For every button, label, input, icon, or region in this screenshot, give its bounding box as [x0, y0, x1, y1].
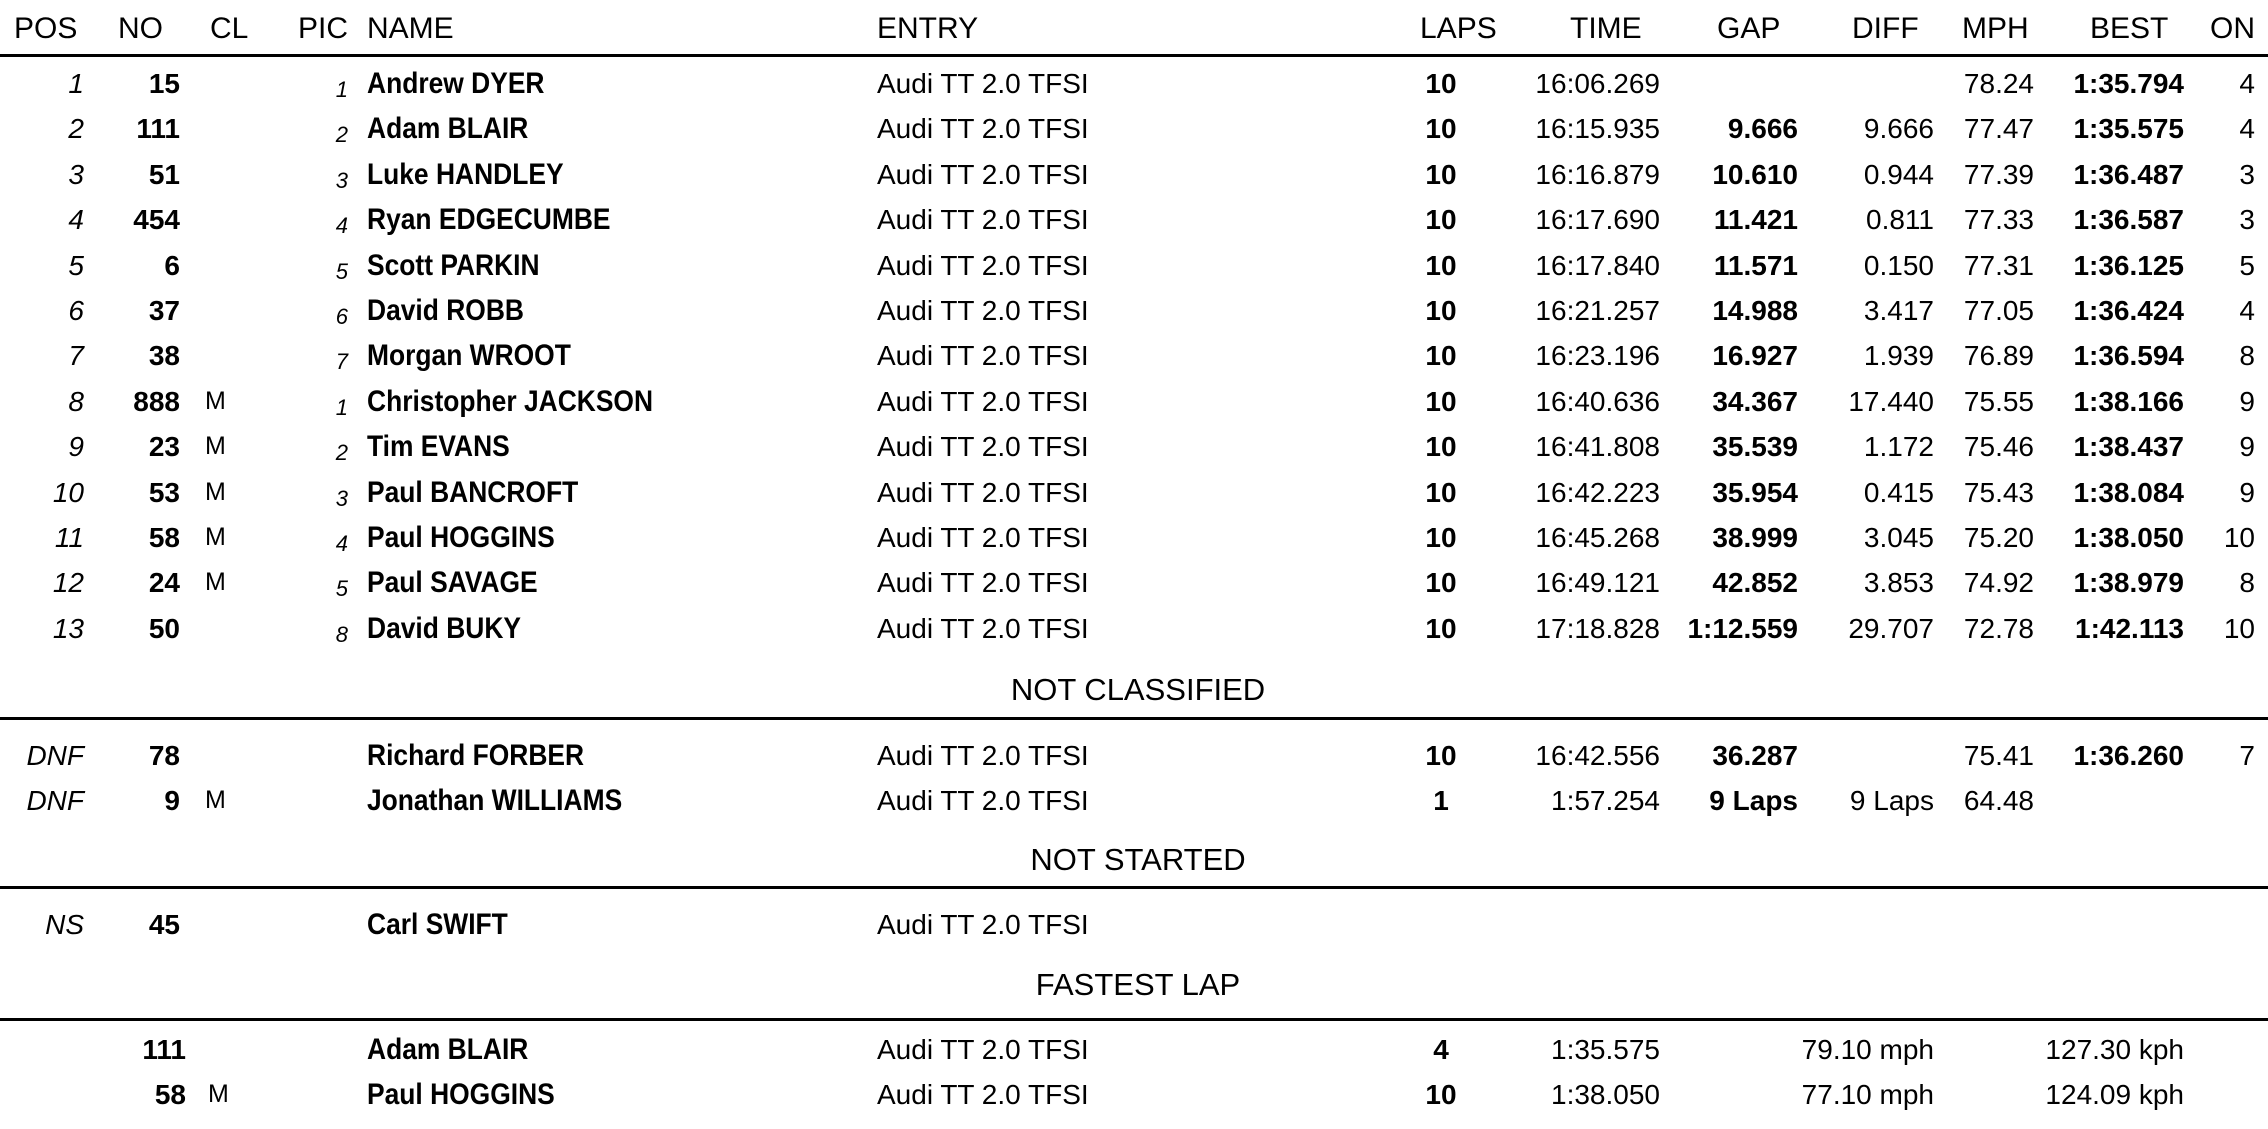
- car-number: 6: [164, 249, 180, 281]
- best-on-lap: 3: [2239, 158, 2255, 190]
- header-pic: PIC: [298, 12, 349, 45]
- entry-car: Audi TT 2.0 TFSI: [877, 340, 1089, 372]
- position: DNF: [26, 785, 84, 816]
- position-in-class: 1: [335, 77, 348, 102]
- mph: 76.89: [1963, 340, 2034, 372]
- speed-mph: 77.10 mph: [1801, 1079, 1934, 1110]
- section-title-fastest-lap: [0, 962, 2268, 1007]
- entry-car: Audi TT 2.0 TFSI: [877, 249, 1089, 281]
- laps: 10: [1425, 113, 1457, 145]
- diff: 3.045: [1863, 522, 1934, 553]
- laps: 10: [1425, 204, 1457, 236]
- entry-car: Audi TT 2.0 TFSI: [877, 522, 1089, 553]
- best-lap: 1:35.794: [2073, 68, 2184, 99]
- gap: 35.954: [1712, 476, 1798, 508]
- total-time: 16:42.556: [1535, 740, 1660, 771]
- car-number: 58: [154, 1079, 186, 1110]
- lap-number: 10: [1425, 1079, 1457, 1110]
- header-on: ON: [2210, 12, 2255, 45]
- header-name: NAME: [367, 12, 454, 45]
- result-row: [0, 106, 2268, 151]
- class-code: [208, 1027, 248, 1072]
- position-in-class: 1: [335, 394, 348, 420]
- position: 8: [68, 385, 84, 417]
- mph: 75.20: [1963, 522, 2034, 553]
- result-row: [0, 333, 2268, 378]
- total-time: 16:23.196: [1535, 340, 1660, 372]
- class-code: [205, 902, 265, 947]
- position: 11: [54, 522, 84, 553]
- class-code: [205, 197, 265, 242]
- fastest-lap-title: FASTEST LAP: [1035, 967, 1241, 1002]
- diff: 9 Laps: [1849, 785, 1934, 816]
- section-title-not-started: [0, 837, 2268, 882]
- result-row: [0, 243, 2268, 288]
- position: NS: [45, 909, 84, 940]
- lap-time: 1:35.575: [1551, 1034, 1660, 1065]
- driver-name: Paul HOGGINS: [367, 521, 555, 554]
- result-row: [0, 470, 2268, 515]
- driver-name: Adam BLAIR: [367, 112, 529, 146]
- car-number: 45: [148, 909, 180, 940]
- driver-name: Andrew DYER: [367, 67, 545, 100]
- driver-name: Morgan WROOT: [367, 339, 571, 373]
- class-code: [205, 606, 265, 651]
- best-on-lap: 9: [2239, 385, 2255, 417]
- car-number: 111: [136, 113, 180, 145]
- car-number: 111: [142, 1034, 186, 1065]
- header-entry: ENTRY: [877, 12, 979, 45]
- class-code: M: [205, 386, 226, 415]
- best-on-lap: 8: [2239, 567, 2255, 599]
- position: DNF: [26, 740, 84, 771]
- gap: 11.571: [1713, 249, 1798, 281]
- car-number: 888: [133, 385, 180, 417]
- driver-name: Christopher JACKSON: [367, 384, 654, 418]
- mph: 72.78: [1963, 612, 2034, 644]
- entry-car: Audi TT 2.0 TFSI: [877, 567, 1089, 599]
- laps: 10: [1425, 340, 1457, 372]
- best-on-lap: 4: [2239, 113, 2255, 145]
- best-lap: 1:38.437: [2073, 431, 2184, 463]
- laps: 10: [1425, 567, 1457, 599]
- mph: 75.43: [1963, 476, 2034, 508]
- result-row: [0, 778, 2268, 823]
- best-lap: 1:36.260: [2073, 740, 2184, 771]
- mph: 77.05: [1963, 295, 2034, 326]
- best-on-lap: 3: [2239, 204, 2255, 236]
- position-in-class: 3: [335, 167, 348, 193]
- diff: 3.417: [1863, 295, 1934, 326]
- driver-name: Luke HANDLEY: [367, 157, 564, 191]
- mph: 75.46: [1963, 431, 2034, 463]
- lap-time: 1:38.050: [1551, 1079, 1660, 1110]
- result-row: [0, 733, 2268, 778]
- driver-name: Carl SWIFT: [367, 908, 508, 941]
- entry-car: Audi TT 2.0 TFSI: [877, 740, 1089, 771]
- fastest-lap-row: [0, 1072, 2268, 1117]
- car-number: 37: [148, 295, 180, 326]
- car-number: 78: [148, 740, 180, 771]
- class-code: M: [205, 477, 226, 506]
- driver-name: David ROBB: [367, 294, 524, 327]
- header-diff: DIFF: [1852, 12, 1919, 45]
- entry-car: Audi TT 2.0 TFSI: [877, 909, 1089, 940]
- car-number: 454: [133, 204, 180, 236]
- best-lap: 1:38.166: [2073, 385, 2184, 417]
- lap-number: 4: [1433, 1034, 1449, 1065]
- position: 6: [68, 295, 84, 326]
- best-lap: 1:36.594: [2073, 340, 2184, 372]
- diff: 0.415: [1863, 476, 1934, 508]
- mph: 74.92: [1963, 567, 2034, 599]
- fastest-lap-rule: [0, 1018, 2268, 1021]
- results-header: [0, 6, 2268, 51]
- mph: 64.48: [1963, 785, 2034, 816]
- not-started-rule: [0, 886, 2268, 889]
- section-title-not-classified: [0, 667, 2268, 712]
- diff: 17.440: [1848, 385, 1934, 417]
- car-number: 51: [148, 158, 180, 190]
- diff: 29.707: [1848, 612, 1934, 644]
- class-code: M: [205, 568, 226, 597]
- best-on-lap: 4: [2239, 295, 2255, 326]
- class-code: [205, 333, 265, 378]
- driver-name: Tim EVANS: [367, 430, 510, 464]
- car-number: 23: [148, 431, 180, 463]
- car-number: 24: [148, 567, 180, 599]
- laps: 10: [1425, 476, 1457, 508]
- driver-name: Richard FORBER: [367, 739, 585, 772]
- gap: [1660, 902, 1798, 947]
- best-lap: 1:38.084: [2073, 476, 2184, 508]
- not-classified-rule: [0, 717, 2268, 720]
- position-in-class: 4: [335, 213, 348, 239]
- best-on-lap: 5: [2239, 249, 2255, 281]
- result-row: [0, 197, 2268, 242]
- best-lap: 1:36.125: [2073, 249, 2184, 281]
- class-code: M: [205, 786, 226, 814]
- gap: 9.666: [1727, 113, 1798, 145]
- mph: 75.41: [1963, 740, 2034, 771]
- not-classified-title: NOT CLASSIFIED: [1010, 672, 1266, 707]
- laps: 10: [1425, 158, 1457, 190]
- class-code: [205, 152, 265, 197]
- diff: 9.666: [1863, 113, 1934, 145]
- result-row: [0, 606, 2268, 651]
- mph: 77.31: [1963, 249, 2034, 281]
- diff: 1.939: [1863, 340, 1934, 372]
- laps: [1400, 902, 1482, 947]
- result-row: [0, 379, 2268, 424]
- mph: [1950, 902, 2034, 947]
- speed-kph: 127.30 kph: [2045, 1034, 2184, 1065]
- class-code: [205, 243, 265, 288]
- driver-name: Ryan EDGECUMBE: [367, 203, 611, 237]
- header-pos: POS: [14, 12, 78, 45]
- diff: 0.811: [1866, 204, 1934, 236]
- best-on-lap: [2200, 778, 2255, 823]
- driver-name: David BUKY: [367, 611, 522, 645]
- entry-car: Audi TT 2.0 TFSI: [877, 68, 1089, 99]
- result-row: [0, 152, 2268, 197]
- best-lap: 1:36.587: [2073, 204, 2184, 236]
- header-mph: MPH: [1962, 12, 2029, 45]
- laps: 10: [1425, 385, 1457, 417]
- result-row: [0, 424, 2268, 469]
- laps: 10: [1425, 740, 1457, 771]
- position-in-class: 4: [335, 531, 348, 556]
- class-code: [205, 288, 265, 333]
- entry-car: Audi TT 2.0 TFSI: [877, 204, 1089, 236]
- entry-car: Audi TT 2.0 TFSI: [877, 1079, 1089, 1110]
- gap: 9 Laps: [1709, 785, 1798, 816]
- car-number: 53: [148, 476, 180, 508]
- gap: 1:12.559: [1687, 612, 1798, 644]
- driver-name: Paul BANCROFT: [367, 475, 579, 509]
- result-row: [0, 902, 2268, 947]
- gap: 35.539: [1712, 431, 1798, 463]
- best-lap: 1:36.487: [2073, 158, 2184, 190]
- position: 3: [68, 158, 84, 190]
- laps: 10: [1425, 295, 1457, 326]
- gap: 42.852: [1712, 567, 1798, 599]
- position: 4: [68, 204, 84, 236]
- position-in-class: 2: [335, 440, 348, 466]
- total-time: 17:18.828: [1535, 612, 1660, 644]
- total-time: 16:06.269: [1535, 68, 1660, 99]
- position-in-class: 5: [335, 576, 348, 602]
- best-on-lap: 9: [2239, 476, 2255, 508]
- best-on-lap: [2200, 902, 2255, 947]
- position-in-class: 6: [335, 304, 348, 329]
- header-cl: CL: [210, 12, 249, 45]
- position: 1: [68, 68, 84, 99]
- car-number: 58: [148, 522, 180, 553]
- laps: 10: [1425, 249, 1457, 281]
- diff: 0.150: [1863, 249, 1934, 281]
- gap: 16.927: [1712, 340, 1798, 372]
- class-code: [205, 106, 265, 151]
- best-lap: [2040, 778, 2184, 823]
- mph: 77.39: [1963, 158, 2034, 190]
- class-code: M: [205, 523, 226, 551]
- driver-name: Paul HOGGINS: [367, 1078, 555, 1111]
- total-time: 16:16.879: [1535, 158, 1660, 190]
- position-in-class: [290, 784, 348, 829]
- laps: 10: [1425, 68, 1457, 99]
- laps: 10: [1425, 612, 1457, 644]
- entry-car: Audi TT 2.0 TFSI: [877, 612, 1089, 644]
- entry-car: Audi TT 2.0 TFSI: [877, 385, 1089, 417]
- position: 12: [52, 567, 84, 599]
- laps: 1: [1433, 785, 1449, 816]
- best-lap: 1:42.113: [2075, 612, 2184, 644]
- entry-car: Audi TT 2.0 TFSI: [877, 295, 1089, 326]
- header-laps: LAPS: [1420, 12, 1497, 45]
- entry-car: Audi TT 2.0 TFSI: [877, 113, 1089, 145]
- driver-name: Jonathan WILLIAMS: [367, 784, 623, 817]
- gap: 38.999: [1712, 522, 1798, 553]
- car-number: 9: [164, 785, 180, 816]
- position-in-class: 2: [335, 122, 348, 148]
- result-row: [0, 61, 2268, 106]
- class-code: [205, 61, 265, 106]
- position-in-class: [290, 908, 348, 953]
- best-on-lap: 10: [2223, 522, 2255, 553]
- car-number: 50: [148, 612, 180, 644]
- entry-car: Audi TT 2.0 TFSI: [877, 785, 1089, 816]
- diff: [1800, 733, 1934, 778]
- best-lap: 1:38.050: [2073, 522, 2184, 553]
- entry-car: Audi TT 2.0 TFSI: [877, 158, 1089, 190]
- total-time: 16:17.840: [1535, 249, 1660, 281]
- class-code: M: [208, 1080, 229, 1108]
- header-no: NO: [118, 12, 163, 45]
- position: 2: [68, 113, 84, 145]
- position-in-class: 5: [335, 258, 348, 284]
- laps: 10: [1425, 431, 1457, 463]
- total-time: 16:21.257: [1535, 295, 1660, 326]
- total-time: 16:17.690: [1535, 204, 1660, 236]
- mph: 78.24: [1963, 68, 2034, 99]
- position-in-class: 7: [335, 349, 348, 375]
- gap: 10.610: [1712, 158, 1798, 190]
- result-row: [0, 515, 2268, 560]
- best-lap: [2040, 902, 2184, 947]
- car-number: 15: [148, 68, 180, 99]
- header-time: TIME: [1570, 12, 1642, 45]
- mph: 75.55: [1963, 385, 2034, 417]
- total-time: 16:45.268: [1535, 522, 1660, 553]
- best-on-lap: 7: [2239, 740, 2255, 771]
- best-on-lap: 4: [2239, 68, 2255, 99]
- best-on-lap: 8: [2239, 340, 2255, 372]
- driver-name: Adam BLAIR: [367, 1033, 529, 1066]
- mph: 77.47: [1963, 113, 2034, 145]
- position-in-class: 3: [335, 485, 348, 511]
- entry-car: Audi TT 2.0 TFSI: [877, 476, 1089, 508]
- best-on-lap: 10: [2223, 612, 2255, 644]
- driver-name: Paul SAVAGE: [367, 566, 538, 600]
- best-lap: 1:38.979: [2073, 567, 2184, 599]
- total-time: 16:49.121: [1535, 567, 1660, 599]
- speed-kph: 124.09 kph: [2045, 1079, 2184, 1110]
- gap: 14.988: [1712, 295, 1798, 326]
- header-rule: [0, 54, 2268, 57]
- gap: 34.367: [1712, 385, 1798, 417]
- total-time: 16:42.223: [1535, 476, 1660, 508]
- entry-car: Audi TT 2.0 TFSI: [877, 431, 1089, 463]
- entry-car: Audi TT 2.0 TFSI: [877, 1034, 1089, 1065]
- driver-name: Scott PARKIN: [367, 248, 540, 282]
- header-gap: GAP: [1717, 12, 1781, 45]
- best-on-lap: 9: [2239, 431, 2255, 463]
- total-time: 16:15.935: [1535, 113, 1660, 145]
- car-number: 38: [148, 340, 180, 372]
- total-time: 16:40.636: [1535, 385, 1660, 417]
- position: 10: [52, 476, 84, 508]
- diff: 1.172: [1863, 431, 1934, 463]
- position: 7: [68, 340, 84, 372]
- best-lap: 1:35.575: [2073, 113, 2184, 145]
- laps: 10: [1425, 522, 1457, 553]
- total-time: 1:57.254: [1551, 785, 1660, 816]
- total-time: [1500, 902, 1660, 947]
- result-row: [0, 288, 2268, 333]
- header-best: BEST: [2090, 12, 2169, 45]
- class-code: M: [205, 432, 226, 461]
- gap: 11.421: [1713, 204, 1798, 236]
- position-in-class: 8: [335, 621, 348, 647]
- diff: 0.944: [1863, 158, 1934, 190]
- best-lap: 1:36.424: [2073, 295, 2184, 326]
- diff: [1800, 61, 1934, 106]
- fastest-lap-row: [0, 1027, 2268, 1072]
- not-started-title: NOT STARTED: [1030, 842, 1246, 877]
- class-code: [205, 733, 265, 778]
- result-row: [0, 560, 2268, 605]
- position: 9: [68, 431, 84, 463]
- speed-mph: 79.10 mph: [1801, 1034, 1934, 1065]
- diff: 3.853: [1863, 567, 1934, 599]
- diff: [1800, 902, 1934, 947]
- mph: 77.33: [1963, 204, 2034, 236]
- position: 13: [52, 612, 84, 644]
- gap: [1660, 61, 1798, 106]
- gap: 36.287: [1712, 740, 1798, 771]
- total-time: 16:41.808: [1535, 431, 1660, 463]
- position: 5: [68, 249, 84, 281]
